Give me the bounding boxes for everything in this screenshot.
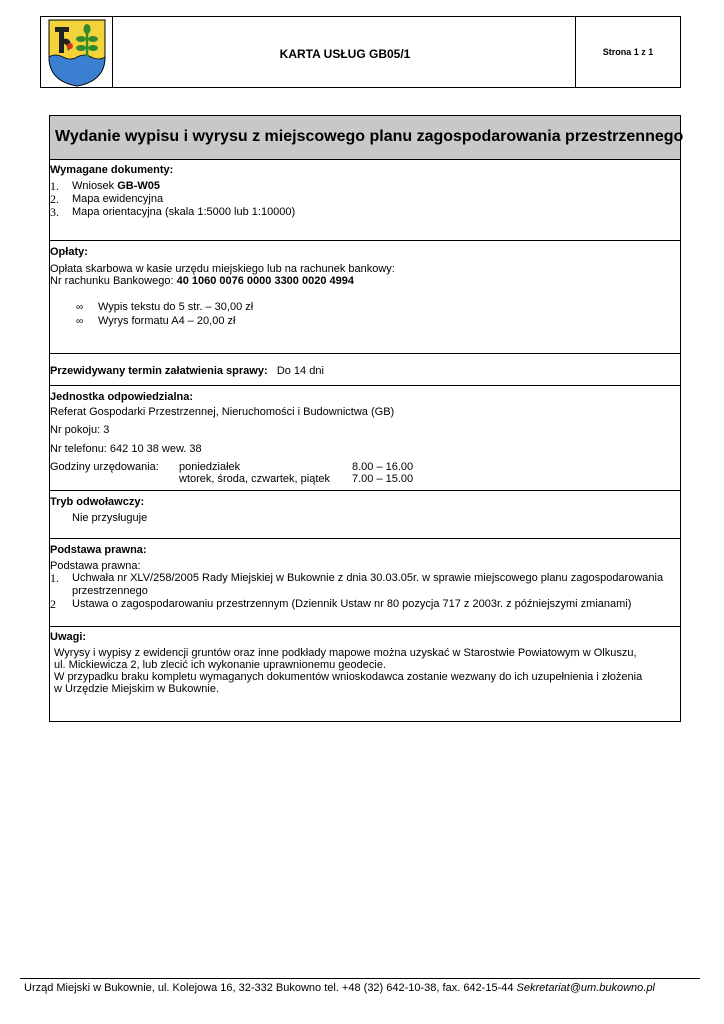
divider	[50, 240, 680, 241]
legal-item-1-cont: przestrzennego	[72, 585, 148, 597]
list-number: 1.	[50, 179, 59, 193]
appeal-value: Nie przysługuje	[72, 512, 148, 524]
email-link[interactable]: Sekretariat@um.bukowno.pl	[516, 982, 655, 994]
list-number: 3.	[50, 205, 59, 219]
list-number: 2	[50, 597, 56, 611]
appeal-heading: Tryb odwoławczy:	[50, 496, 145, 508]
hours-time: 7.00 – 15.00	[352, 473, 414, 485]
unit-heading: Jednostka odpowiedzialna:	[50, 391, 194, 403]
note-line: W przypadku braku kompletu wymaganych dokumentów wnioskodawca zostanie wezwany do ich uzupełnienia i złożenia	[54, 671, 643, 683]
legal-heading: Podstawa prawna:	[50, 544, 147, 556]
notes-heading: Uwagi:	[50, 631, 87, 643]
hours-label: Godziny urzędowania:	[50, 461, 159, 473]
bank-account: Nr rachunku Bankowego: 40 1060 0076 0000 3300 0020 4994	[50, 275, 354, 287]
fee-item-2: Wyrys formatu A4 – 20,00 zł	[98, 315, 236, 327]
legal-item-2: Ustawa o zagospodarowaniu przestrzennym (Dziennik Ustaw nr 80 pozycja 717 z 2003r. z późniejszymi zmianami)	[72, 598, 632, 610]
legal-intro: Podstawa prawna:	[50, 560, 141, 572]
note-line: ul. Mickiewicza 2, lub zlecić ich wykonanie uprawnionemu geodecie.	[54, 659, 386, 671]
page-number: Strona 1 z 1	[602, 47, 654, 57]
documents-heading: Wymagane dokumenty:	[50, 164, 174, 176]
hours-time: 8.00 – 16.00	[352, 461, 414, 473]
divider	[50, 385, 680, 386]
header-table	[40, 16, 681, 88]
fee-item-1: Wypis tekstu do 5 str. – 30,00 zł	[98, 301, 254, 313]
fees-description: Opłata skarbowa w kasie urzędu miejskiego lub na rachunek bankowy:	[50, 263, 395, 275]
service-card	[49, 115, 684, 722]
main-title: Wydanie wypisu i wyrysu z miejscowego planu zagospodarowania przestrzennego	[55, 128, 684, 145]
title-bar	[50, 116, 684, 160]
document-item-3: Mapa orientacyjna (skala 1:5000 lub 1:10000)	[72, 206, 296, 218]
card-title: KARTA USŁUG GB05/1	[279, 47, 411, 61]
footer-divider	[20, 978, 700, 979]
phone-number: Nr telefonu: 642 10 38 wew. 38	[50, 443, 202, 455]
unit-name: Referat Gospodarki Przestrzennej, Nieruchomości i Budownictwa (GB)	[50, 406, 395, 418]
hours-days: poniedziałek	[179, 461, 241, 473]
bullet-icon: ∞	[76, 302, 84, 313]
note-line: w Urzędzie Miejskim w Bukownie.	[54, 683, 220, 695]
deadline-row: Przewidywany termin załatwienia sprawy: Do 14 dni	[50, 365, 324, 377]
divider	[50, 538, 680, 539]
logo-cell	[41, 17, 113, 87]
room-number: Nr pokoju: 3	[50, 424, 110, 436]
coat-of-arms-icon	[41, 17, 112, 87]
list-number: 2.	[50, 192, 59, 206]
document-item-2: Mapa ewidencyjna	[72, 193, 164, 205]
list-number: 1.	[50, 571, 59, 585]
legal-item-1: Uchwała nr XLV/258/2005 Rady Miejskiej w Bukownie z dnia 30.03.05r. w sprawie miejscowego planu zagospodarowania	[72, 572, 664, 584]
hours-days: wtorek, środa, czwartek, piątek	[179, 473, 331, 485]
footer: Urząd Miejski w Bukownie, ul. Kolejowa 16, 32-332 Bukowno tel. +48 (32) 642-10-38, fax. 642-15-44 Sekretariat@um.bukowno.pl	[24, 982, 655, 994]
fees-heading: Opłaty:	[50, 246, 88, 258]
divider	[50, 353, 680, 354]
bullet-icon: ∞	[76, 316, 84, 327]
note-line: Wyrysy i wypisy z ewidencji gruntów oraz inne podkłady mapowe można uzyskać w Starostwie Powiatowym w Olkuszu,	[54, 647, 637, 659]
document-item-1: Wniosek GB-W05	[72, 180, 161, 192]
divider	[50, 626, 680, 627]
divider	[50, 490, 680, 491]
